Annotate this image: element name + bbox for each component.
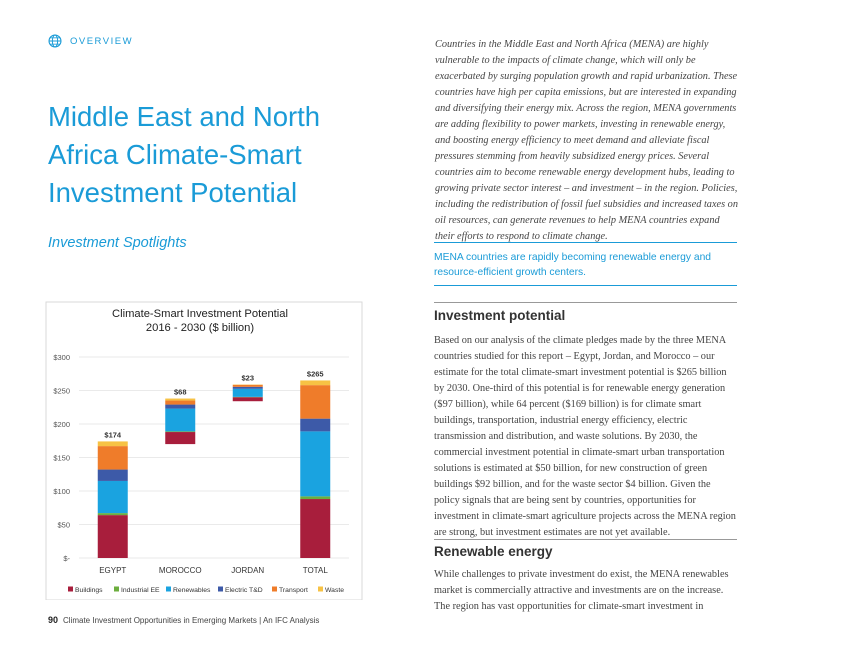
y-tick-label: $150 (53, 453, 70, 463)
bar-segment (300, 496, 330, 499)
bar-segment (98, 513, 128, 515)
bar-segment (300, 380, 330, 385)
x-category-label: MOROCCO (158, 566, 202, 575)
section-tag-label: OVERVIEW (70, 35, 134, 47)
page-footer (48, 615, 319, 625)
section-rule-1 (434, 302, 737, 303)
y-tick-label: $200 (53, 420, 70, 429)
legend-swatch (166, 587, 171, 592)
legend-swatch (272, 587, 277, 592)
section-tag (48, 34, 133, 48)
page-subtitle: Investment Spotlights (48, 235, 187, 251)
bar-segment (98, 470, 128, 481)
legend-label: Transport (279, 587, 308, 594)
legend-label: Industrial EE (121, 587, 160, 594)
bar-segment (233, 385, 263, 387)
bar-segment (165, 401, 195, 405)
bar-segment (300, 431, 330, 496)
bar-segment (165, 399, 195, 401)
y-tick-label: $250 (53, 386, 70, 396)
bar-segment (300, 499, 330, 558)
legend-swatch (318, 587, 323, 592)
bar-segment (300, 385, 330, 419)
heading-renewable-energy: Renewable energy (434, 544, 553, 559)
bar-segment (233, 387, 263, 389)
legend-swatch (68, 587, 73, 592)
legend-label: Renewables (173, 587, 211, 594)
bar-segment (233, 389, 263, 397)
heading-investment-potential: Investment potential (434, 308, 566, 323)
bar-segment (165, 432, 195, 444)
legend-swatch (218, 587, 223, 592)
body-renewable-energy: While challenges to private investment do exist, the MENA renewables market is commercially attractive and investments are on the increase. The region has vast opportunities for climate-smart investment in (434, 569, 729, 612)
chart-title-line1: Climate-Smart Investment Potential (112, 308, 288, 320)
bar-segment (300, 419, 330, 432)
body-investment-potential: Based on our analysis of the climate pledges made by the three MENA countries studied for this report – Egypt, Jordan, and Morocco – our estimate for the total climate-smart investment potential is $265 billion by 2030. One-third of this potential is for renewable energy generation ($97 billion), while 64 percent ($169 billion) is for climate smart buildings, transportation, industrial energy efficiency, electric transmission and distribution, and waste solutions. By 2030, the commercial investment potential in climate-smart urban transportation solutions is estimated at $50 billion, for new construction of green buildings $92 billion, and for the waste sector $4 billion. Given the policy signals that are being sent by countries, opportunities for investment in climate-smart agriculture projects across the MENA region are strong, but investment estimates are not yet available. (434, 335, 736, 538)
footer-text: Climate Investment Opportunities in Emerging Markets | An IFC Analysis (63, 616, 320, 625)
bar-segment (98, 515, 128, 558)
bar-segment (165, 405, 195, 409)
bar-segment (98, 441, 128, 446)
y-tick-label: $- (63, 554, 70, 563)
y-tick-label: $300 (53, 353, 70, 362)
x-category-label: JORDAN (231, 566, 265, 575)
legend-label: Waste (325, 587, 345, 594)
bar-segment (165, 431, 195, 432)
bar-segment (98, 446, 128, 469)
bar-total-label: $23 (241, 373, 255, 383)
section-rule-2 (434, 539, 737, 540)
investment-chart (44, 300, 364, 600)
bar-segment (233, 397, 263, 401)
bar-total-label: $174 (104, 430, 122, 440)
x-category-label: TOTAL (302, 566, 328, 575)
y-tick-label: $50 (57, 520, 70, 530)
legend-label: Buildings (75, 587, 103, 594)
globe-icon (48, 34, 62, 48)
page-number: 90 (48, 615, 59, 625)
intro-paragraph: Countries in the Middle East and North Africa (MENA) are highly vulnerable to the impacts of climate change, which will only be exacerbated by surging population growth and rapid urbanization. These countries have high per capita emissions, but are interested in expanding and diversifying their energy mix. Across the region, MENA governments are adding flexibility to power markets, investing in renewable energy, and boosting energy efficiency to meet demand and alleviate fiscal pressures stemming from heavily subsidized energy prices. Several countries aim to become renewable energy development hubs, leading to growing private sector interest – and investment – in the region. Policies, including the redistribution of fossil fuel subsidies and increased taxes on oil resources, can generate revenues to help MENA countries expand their efforts to respond to climate change. (435, 39, 738, 242)
y-tick-label: $100 (53, 487, 70, 496)
legend-label: Electric T&D (225, 587, 263, 594)
bar-segment (165, 409, 195, 432)
bar-segment (98, 481, 128, 513)
x-category-label: EGYPT (99, 566, 127, 575)
callout-box: MENA countries are rapidly becoming renewable energy and resource-efficient growth centers. (434, 242, 737, 286)
chart-title-line2: 2016 - 2030 ($ billion) (145, 322, 255, 334)
page-title: Middle East and North Africa Climate-Smart Investment Potential (48, 101, 321, 208)
bar-total-label: $68 (173, 387, 187, 397)
legend-swatch (114, 587, 119, 592)
bar-total-label: $265 (306, 369, 324, 379)
